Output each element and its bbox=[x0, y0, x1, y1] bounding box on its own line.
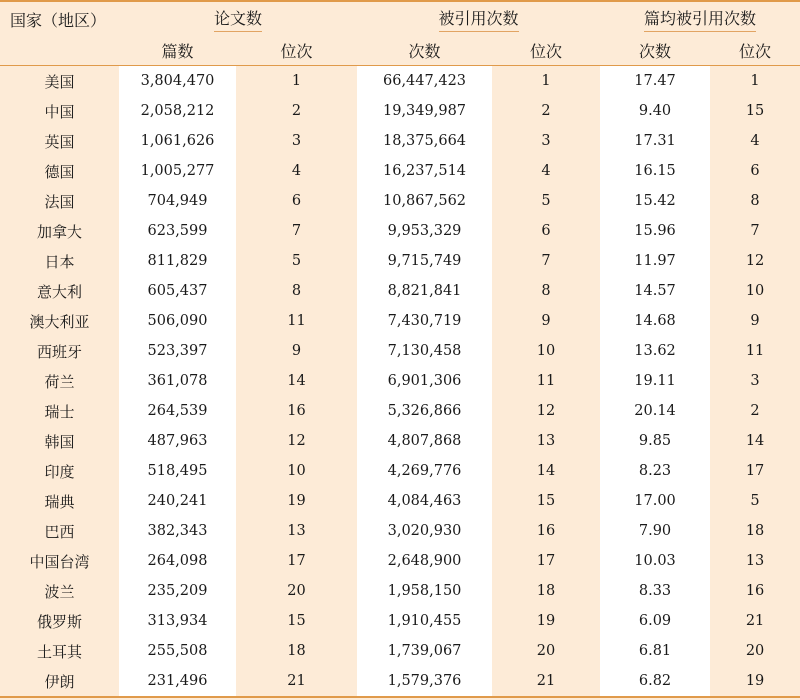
table-header bbox=[0, 1, 800, 66]
cell-avg-rank: 7 bbox=[750, 223, 760, 239]
cell-citations: 10,867,562 bbox=[357, 186, 492, 216]
cell-citations-rank: 14 bbox=[536, 463, 556, 479]
cell-citations-rank: 11 bbox=[536, 373, 556, 389]
table-row bbox=[0, 396, 800, 426]
cell-avg-rank: 12 bbox=[745, 253, 765, 269]
cell-papers: 518,495 bbox=[119, 456, 236, 486]
header-avg-group bbox=[600, 1, 800, 36]
cell-citations: 1,739,067 bbox=[357, 636, 492, 666]
cell-citations-rank: 5 bbox=[541, 193, 551, 209]
cell-papers-rank: 7 bbox=[291, 223, 302, 239]
cell-citations-rank: 4 bbox=[541, 163, 551, 179]
header-row-1 bbox=[0, 1, 800, 36]
cell-papers: 382,343 bbox=[119, 516, 236, 546]
cell-country: 印度 bbox=[44, 462, 75, 481]
cell-country: 荷兰 bbox=[44, 372, 75, 391]
cell-avg: 9.40 bbox=[600, 96, 710, 126]
table-row bbox=[0, 576, 800, 606]
header-empty bbox=[0, 36, 119, 66]
cell-citations-rank: 1 bbox=[541, 73, 551, 89]
cell-country: 中国台湾 bbox=[29, 552, 90, 571]
cell-citations: 9,953,329 bbox=[357, 216, 492, 246]
cell-papers-rank: 2 bbox=[291, 103, 302, 119]
table-row bbox=[0, 666, 800, 697]
cell-citations-rank: 17 bbox=[536, 553, 556, 569]
header-citations-group bbox=[357, 1, 600, 36]
table-row bbox=[0, 216, 800, 246]
cell-papers-rank: 21 bbox=[236, 666, 357, 697]
cell-avg-rank: 15 bbox=[745, 103, 765, 119]
cell-papers: 523,397 bbox=[119, 336, 236, 366]
cell-citations-rank: 10 bbox=[536, 343, 556, 359]
header-avg-rank: 位次 bbox=[710, 36, 800, 66]
cell-avg-rank: 14 bbox=[745, 433, 765, 449]
cell-papers: 623,599 bbox=[119, 216, 236, 246]
cell-avg-rank: 11 bbox=[745, 343, 765, 359]
cell-papers-rank: 3 bbox=[291, 133, 302, 149]
cell-avg-rank: 6 bbox=[750, 163, 760, 179]
cell-papers: 255,508 bbox=[119, 636, 236, 666]
cell-citations-rank: 15 bbox=[536, 493, 556, 509]
cell-citations-rank: 12 bbox=[536, 403, 556, 419]
cell-papers: 2,058,212 bbox=[119, 96, 236, 126]
cell-citations-rank: 9 bbox=[541, 313, 551, 329]
cell-avg: 13.62 bbox=[600, 336, 710, 366]
cell-country: 瑞典 bbox=[44, 492, 75, 511]
cell-papers: 811,829 bbox=[119, 246, 236, 276]
cell-avg: 10.03 bbox=[600, 546, 710, 576]
cell-avg: 14.68 bbox=[600, 306, 710, 336]
cell-avg: 6.09 bbox=[600, 606, 710, 636]
cell-avg-rank: 4 bbox=[750, 133, 760, 149]
cell-papers: 506,090 bbox=[119, 306, 236, 336]
cell-papers: 1,005,277 bbox=[119, 156, 236, 186]
cell-country: 德国 bbox=[44, 162, 75, 181]
cell-country: 中国 bbox=[44, 102, 75, 121]
cell-avg-rank: 3 bbox=[750, 373, 760, 389]
cell-citations: 8,821,841 bbox=[357, 276, 492, 306]
cell-papers-rank: 9 bbox=[291, 343, 302, 359]
cell-country: 美国 bbox=[44, 72, 75, 91]
cell-papers: 487,963 bbox=[119, 426, 236, 456]
cell-papers-rank: 1 bbox=[291, 73, 302, 89]
header-row-2 bbox=[0, 36, 800, 66]
cell-papers-rank: 13 bbox=[287, 523, 306, 539]
cell-avg: 15.96 bbox=[600, 216, 710, 246]
table-row bbox=[0, 486, 800, 516]
cell-papers-rank: 20 bbox=[287, 583, 306, 599]
header-papers-count: 篇数 bbox=[119, 36, 236, 66]
header-country: 国家（地区） bbox=[0, 1, 119, 36]
table-row bbox=[0, 606, 800, 636]
cell-papers-rank: 17 bbox=[287, 553, 306, 569]
cell-avg: 17.00 bbox=[600, 486, 710, 516]
cell-papers-rank: 14 bbox=[287, 373, 306, 389]
cell-papers-rank: 4 bbox=[291, 163, 302, 179]
table-row bbox=[0, 156, 800, 186]
cell-citations: 16,237,514 bbox=[357, 156, 492, 186]
cell-avg-rank: 8 bbox=[750, 193, 760, 209]
cell-papers: 361,078 bbox=[119, 366, 236, 396]
cell-papers-rank: 18 bbox=[287, 643, 306, 659]
cell-papers-rank: 8 bbox=[291, 283, 302, 299]
table-row bbox=[0, 276, 800, 306]
cell-citations: 9,715,749 bbox=[357, 246, 492, 276]
header-citations: 被引用次数 bbox=[439, 6, 519, 32]
table-row bbox=[0, 126, 800, 156]
cell-papers-rank: 15 bbox=[287, 613, 306, 629]
cell-papers-rank: 5 bbox=[291, 253, 302, 269]
cell-avg-rank: 13 bbox=[745, 553, 765, 569]
header-avg-times: 次数 bbox=[600, 36, 710, 66]
cell-citations-rank: 6 bbox=[541, 223, 551, 239]
cell-country: 日本 bbox=[44, 252, 75, 271]
cell-avg: 11.97 bbox=[600, 246, 710, 276]
cell-citations: 3,020,930 bbox=[357, 516, 492, 546]
table-row bbox=[0, 456, 800, 486]
cell-country: 法国 bbox=[44, 192, 75, 211]
cell-citations: 5,326,866 bbox=[357, 396, 492, 426]
cell-avg-rank: 21 bbox=[745, 613, 765, 629]
table-row bbox=[0, 186, 800, 216]
cell-citations: 4,084,463 bbox=[357, 486, 492, 516]
cell-papers: 3,804,470 bbox=[119, 66, 236, 97]
cell-papers-rank: 6 bbox=[291, 193, 302, 209]
cell-country: 巴西 bbox=[44, 522, 75, 541]
cell-avg-rank: 19 bbox=[710, 666, 800, 697]
cell-citations: 6,901,306 bbox=[357, 366, 492, 396]
cell-avg: 6.82 bbox=[600, 666, 710, 697]
cell-avg: 14.57 bbox=[600, 276, 710, 306]
cell-papers-rank: 16 bbox=[287, 403, 306, 419]
table-row bbox=[0, 336, 800, 366]
cell-citations: 1,958,150 bbox=[357, 576, 492, 606]
cell-avg: 15.42 bbox=[600, 186, 710, 216]
cell-avg-rank: 20 bbox=[745, 643, 765, 659]
cell-citations-rank: 18 bbox=[536, 583, 556, 599]
cell-avg: 17.47 bbox=[600, 66, 710, 97]
cell-avg-rank: 18 bbox=[745, 523, 765, 539]
header-avg: 篇均被引用次数 bbox=[644, 6, 756, 32]
cell-avg: 8.33 bbox=[600, 576, 710, 606]
table-row bbox=[0, 306, 800, 336]
header-cites-rank: 位次 bbox=[492, 36, 600, 66]
cell-papers: 264,539 bbox=[119, 396, 236, 426]
cell-country: 加拿大 bbox=[36, 222, 82, 241]
table-row bbox=[0, 636, 800, 666]
cell-country: 波兰 bbox=[44, 582, 75, 601]
cell-papers: 313,934 bbox=[119, 606, 236, 636]
table-row bbox=[0, 246, 800, 276]
cell-avg-rank: 5 bbox=[750, 493, 760, 509]
cell-papers: 264,098 bbox=[119, 546, 236, 576]
cell-citations-rank: 21 bbox=[492, 666, 600, 697]
cell-country: 瑞士 bbox=[44, 402, 75, 421]
table-row bbox=[0, 516, 800, 546]
table-body bbox=[0, 66, 800, 698]
cell-citations-rank: 8 bbox=[541, 283, 551, 299]
cell-citations-rank: 13 bbox=[536, 433, 556, 449]
cell-country: 英国 bbox=[44, 132, 75, 151]
cell-papers: 605,437 bbox=[119, 276, 236, 306]
cell-papers-rank: 19 bbox=[287, 493, 306, 509]
cell-citations-rank: 2 bbox=[541, 103, 551, 119]
cell-avg: 19.11 bbox=[600, 366, 710, 396]
cell-avg: 20.14 bbox=[600, 396, 710, 426]
header-papers-group bbox=[119, 1, 357, 36]
cell-avg: 17.31 bbox=[600, 126, 710, 156]
cell-avg: 6.81 bbox=[600, 636, 710, 666]
table-row bbox=[0, 96, 800, 126]
cell-avg-rank: 10 bbox=[745, 283, 765, 299]
table-row bbox=[0, 66, 800, 97]
cell-avg-rank: 1 bbox=[750, 73, 760, 89]
cell-papers: 704,949 bbox=[119, 186, 236, 216]
cell-country: 澳大利亚 bbox=[29, 312, 90, 331]
cell-citations: 1,910,455 bbox=[357, 606, 492, 636]
cell-avg-rank: 2 bbox=[750, 403, 760, 419]
header-cites-times: 次数 bbox=[357, 36, 492, 66]
cell-citations: 19,349,987 bbox=[357, 96, 492, 126]
cell-citations-rank: 20 bbox=[536, 643, 556, 659]
table-row bbox=[0, 426, 800, 456]
cell-citations: 66,447,423 bbox=[357, 66, 492, 97]
cell-country: 伊朗 bbox=[0, 666, 119, 697]
cell-citations: 7,130,458 bbox=[357, 336, 492, 366]
cell-citations: 1,579,376 bbox=[357, 666, 492, 697]
cell-avg: 9.85 bbox=[600, 426, 710, 456]
cell-country: 西班牙 bbox=[36, 342, 82, 361]
cell-avg: 7.90 bbox=[600, 516, 710, 546]
cell-papers-rank: 12 bbox=[287, 433, 306, 449]
cell-citations-rank: 7 bbox=[541, 253, 551, 269]
cell-country: 韩国 bbox=[44, 432, 75, 451]
cell-papers: 1,061,626 bbox=[119, 126, 236, 156]
table-row bbox=[0, 546, 800, 576]
cell-avg-rank: 17 bbox=[745, 463, 765, 479]
cell-citations-rank: 16 bbox=[536, 523, 556, 539]
cell-avg: 8.23 bbox=[600, 456, 710, 486]
cell-avg-rank: 16 bbox=[745, 583, 765, 599]
cell-avg-rank: 9 bbox=[750, 313, 760, 329]
cell-country: 意大利 bbox=[36, 282, 82, 301]
table-row bbox=[0, 366, 800, 396]
cell-citations-rank: 19 bbox=[536, 613, 556, 629]
cell-papers: 240,241 bbox=[119, 486, 236, 516]
cell-papers: 235,209 bbox=[119, 576, 236, 606]
cell-papers-rank: 11 bbox=[287, 313, 306, 329]
cell-citations: 4,807,868 bbox=[357, 426, 492, 456]
cell-citations: 18,375,664 bbox=[357, 126, 492, 156]
cell-avg: 16.15 bbox=[600, 156, 710, 186]
cell-citations-rank: 3 bbox=[541, 133, 551, 149]
cell-country: 土耳其 bbox=[36, 642, 82, 661]
cell-country: 俄罗斯 bbox=[36, 612, 82, 631]
cell-citations: 2,648,900 bbox=[357, 546, 492, 576]
cell-citations: 7,430,719 bbox=[357, 306, 492, 336]
cell-citations: 4,269,776 bbox=[357, 456, 492, 486]
cell-papers-rank: 10 bbox=[287, 463, 306, 479]
cell-papers: 231,496 bbox=[119, 666, 236, 697]
header-papers: 论文数 bbox=[214, 6, 262, 32]
header-papers-rank: 位次 bbox=[236, 36, 357, 66]
